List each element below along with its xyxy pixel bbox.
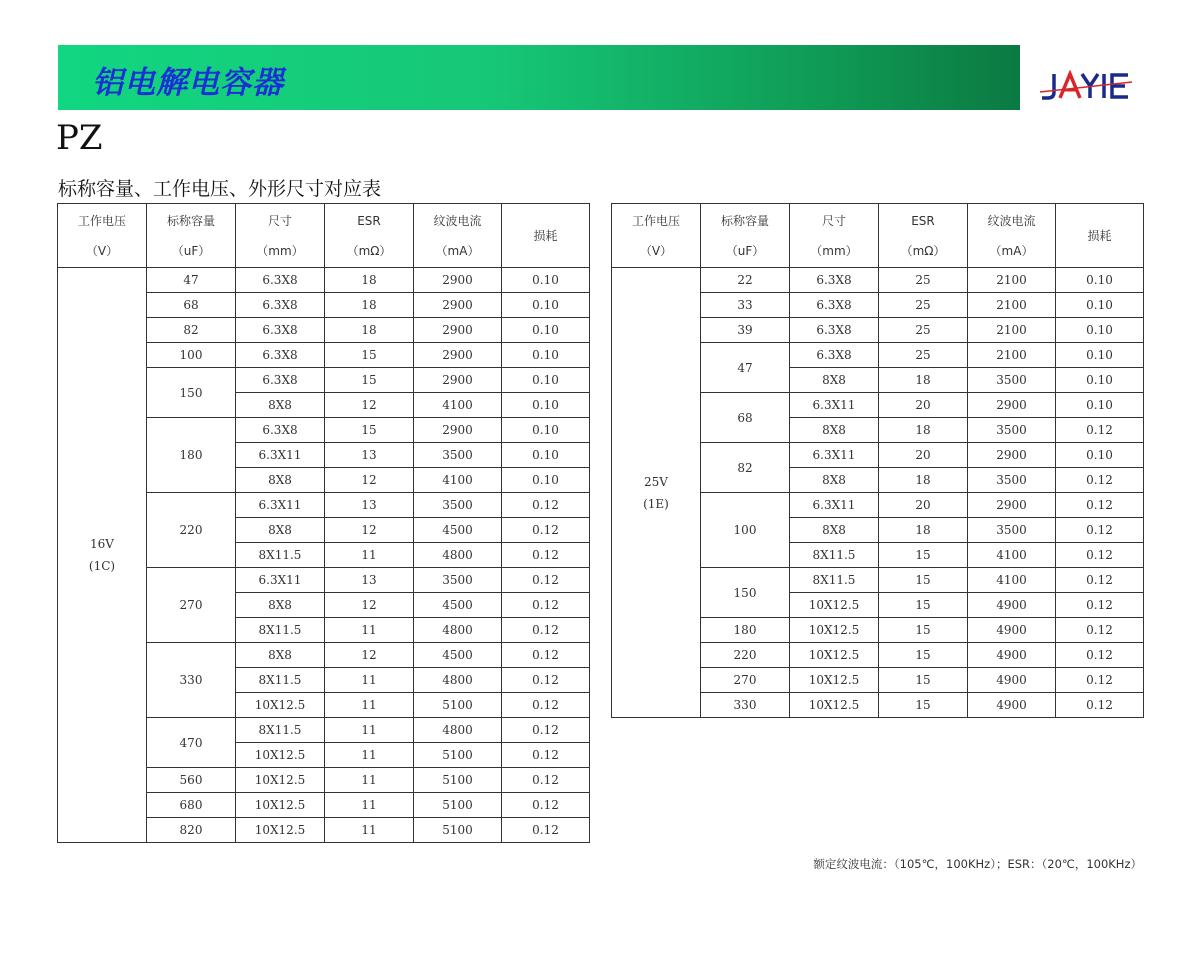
column-header-unit: （uF） xyxy=(171,243,211,258)
size-cell: 6.3X11 xyxy=(790,393,879,418)
loss-cell: 0.12 xyxy=(1056,618,1144,643)
loss-cell: 0.12 xyxy=(502,618,590,643)
column-header xyxy=(502,204,590,268)
column-header xyxy=(147,204,236,268)
column-header-title: 损耗 xyxy=(533,228,558,243)
column-header xyxy=(968,204,1056,268)
spec-table-16v xyxy=(57,203,590,843)
column-header-title: 标称容量 xyxy=(720,213,769,228)
capacitance-cell: 220 xyxy=(147,493,236,568)
loss-cell: 0.10 xyxy=(1056,343,1144,368)
size-cell: 6.3X11 xyxy=(236,568,325,593)
capacitance-cell: 220 xyxy=(701,643,790,668)
ripple-current-cell: 4800 xyxy=(414,543,502,568)
esr-cell: 20 xyxy=(879,393,968,418)
size-cell: 10X12.5 xyxy=(236,793,325,818)
capacitance-cell: 270 xyxy=(701,668,790,693)
esr-cell: 18 xyxy=(879,518,968,543)
size-cell: 8X11.5 xyxy=(236,618,325,643)
loss-cell: 0.12 xyxy=(1056,568,1144,593)
capacitance-cell: 820 xyxy=(147,818,236,843)
loss-cell: 0.10 xyxy=(502,468,590,493)
esr-cell: 15 xyxy=(879,643,968,668)
size-cell: 6.3X8 xyxy=(236,293,325,318)
footnote: 额定纹波电流：（105℃，100KHz）；ESR：（20℃，100KHz） xyxy=(813,857,1142,871)
capacitance-cell: 270 xyxy=(147,568,236,643)
column-header-unit: （mm） xyxy=(810,243,858,258)
loss-cell: 0.10 xyxy=(1056,393,1144,418)
loss-cell: 0.12 xyxy=(1056,668,1144,693)
capacitance-cell: 68 xyxy=(701,393,790,443)
esr-cell: 15 xyxy=(879,593,968,618)
table-row xyxy=(58,268,590,293)
ripple-current-cell: 2900 xyxy=(968,493,1056,518)
ripple-current-cell: 3500 xyxy=(414,568,502,593)
size-cell: 8X11.5 xyxy=(790,543,879,568)
capacitance-cell: 82 xyxy=(147,318,236,343)
banner-title: 铝电解电容器 xyxy=(92,65,284,101)
size-cell: 10X12.5 xyxy=(790,618,879,643)
loss-cell: 0.12 xyxy=(502,818,590,843)
size-cell: 6.3X8 xyxy=(790,293,879,318)
esr-cell: 15 xyxy=(879,693,968,718)
column-header-unit: （mΩ） xyxy=(346,243,392,258)
column-header-title: 纹波电流 xyxy=(433,213,482,228)
ripple-current-cell: 2900 xyxy=(968,443,1056,468)
column-header-title: ESR xyxy=(911,213,935,228)
size-cell: 6.3X8 xyxy=(790,268,879,293)
loss-cell: 0.10 xyxy=(502,443,590,468)
loss-cell: 0.12 xyxy=(1056,468,1144,493)
ripple-current-cell: 5100 xyxy=(414,768,502,793)
model-name: PZ xyxy=(56,118,103,158)
esr-cell: 18 xyxy=(325,268,414,293)
ripple-current-cell: 4900 xyxy=(968,668,1056,693)
column-header-title: ESR xyxy=(357,213,381,228)
loss-cell: 0.10 xyxy=(1056,293,1144,318)
jayie-logo xyxy=(1040,70,1132,102)
ripple-current-cell: 4900 xyxy=(968,618,1056,643)
esr-cell: 11 xyxy=(325,743,414,768)
loss-cell: 0.12 xyxy=(502,593,590,618)
column-header xyxy=(236,204,325,268)
column-header-unit: （V） xyxy=(85,243,119,258)
esr-cell: 12 xyxy=(325,593,414,618)
loss-cell: 0.12 xyxy=(502,643,590,668)
loss-cell: 0.12 xyxy=(502,793,590,818)
capacitance-cell: 82 xyxy=(701,443,790,493)
ripple-current-cell: 2900 xyxy=(414,268,502,293)
ripple-current-cell: 4100 xyxy=(968,568,1056,593)
column-header-unit: （mA） xyxy=(989,243,1034,258)
column-header-title: 损耗 xyxy=(1087,228,1112,243)
capacitance-cell: 47 xyxy=(147,268,236,293)
ripple-current-cell: 3500 xyxy=(968,518,1056,543)
ripple-current-cell: 4800 xyxy=(414,668,502,693)
size-cell: 10X12.5 xyxy=(236,743,325,768)
esr-cell: 11 xyxy=(325,768,414,793)
capacitance-cell: 180 xyxy=(701,618,790,643)
column-header-unit: （V） xyxy=(639,243,673,258)
loss-cell: 0.12 xyxy=(1056,418,1144,443)
size-cell: 8X11.5 xyxy=(236,718,325,743)
voltage-value: 25V xyxy=(644,474,668,489)
size-cell: 10X12.5 xyxy=(790,643,879,668)
ripple-current-cell: 3500 xyxy=(414,443,502,468)
ripple-current-cell: 4500 xyxy=(414,593,502,618)
column-header-unit: （uF） xyxy=(725,243,765,258)
esr-cell: 18 xyxy=(879,418,968,443)
esr-cell: 18 xyxy=(325,318,414,343)
ripple-current-cell: 2900 xyxy=(414,293,502,318)
esr-cell: 15 xyxy=(325,343,414,368)
size-cell: 8X11.5 xyxy=(236,543,325,568)
esr-cell: 15 xyxy=(325,418,414,443)
esr-cell: 13 xyxy=(325,493,414,518)
voltage-cell xyxy=(58,268,147,843)
esr-cell: 15 xyxy=(879,568,968,593)
esr-cell: 18 xyxy=(879,468,968,493)
ripple-current-cell: 4100 xyxy=(968,543,1056,568)
ripple-current-cell: 4900 xyxy=(968,693,1056,718)
esr-cell: 11 xyxy=(325,618,414,643)
ripple-current-cell: 4100 xyxy=(414,393,502,418)
esr-cell: 15 xyxy=(879,543,968,568)
size-cell: 10X12.5 xyxy=(790,593,879,618)
esr-cell: 13 xyxy=(325,443,414,468)
size-cell: 8X11.5 xyxy=(790,568,879,593)
loss-cell: 0.12 xyxy=(502,543,590,568)
esr-cell: 15 xyxy=(879,668,968,693)
loss-cell: 0.12 xyxy=(502,668,590,693)
column-header xyxy=(1056,204,1144,268)
size-cell: 6.3X11 xyxy=(790,443,879,468)
capacitance-cell: 39 xyxy=(701,318,790,343)
size-cell: 10X12.5 xyxy=(236,768,325,793)
esr-cell: 11 xyxy=(325,693,414,718)
size-cell: 6.3X8 xyxy=(236,368,325,393)
column-header xyxy=(414,204,502,268)
esr-cell: 25 xyxy=(879,318,968,343)
esr-cell: 18 xyxy=(325,293,414,318)
size-cell: 8X8 xyxy=(790,368,879,393)
ripple-current-cell: 2100 xyxy=(968,293,1056,318)
ripple-current-cell: 3500 xyxy=(414,493,502,518)
loss-cell: 0.12 xyxy=(502,768,590,793)
spec-table-25v xyxy=(611,203,1144,718)
loss-cell: 0.10 xyxy=(502,343,590,368)
capacitance-cell: 330 xyxy=(701,693,790,718)
loss-cell: 0.10 xyxy=(502,293,590,318)
esr-cell: 15 xyxy=(879,618,968,643)
loss-cell: 0.12 xyxy=(1056,593,1144,618)
loss-cell: 0.10 xyxy=(502,393,590,418)
ripple-current-cell: 5100 xyxy=(414,693,502,718)
table-subtitle: 标称容量、工作电压、外形尺寸对应表 xyxy=(58,178,382,200)
loss-cell: 0.12 xyxy=(502,493,590,518)
ripple-current-cell: 2100 xyxy=(968,343,1056,368)
ripple-current-cell: 3500 xyxy=(968,368,1056,393)
column-header xyxy=(325,204,414,268)
esr-cell: 15 xyxy=(325,368,414,393)
ripple-current-cell: 3500 xyxy=(968,468,1056,493)
column-header xyxy=(701,204,790,268)
loss-cell: 0.10 xyxy=(1056,268,1144,293)
size-cell: 8X8 xyxy=(790,468,879,493)
loss-cell: 0.12 xyxy=(1056,693,1144,718)
column-header xyxy=(879,204,968,268)
size-cell: 8X8 xyxy=(236,593,325,618)
esr-cell: 25 xyxy=(879,343,968,368)
esr-cell: 11 xyxy=(325,543,414,568)
size-cell: 6.3X11 xyxy=(790,493,879,518)
ripple-current-cell: 4800 xyxy=(414,718,502,743)
capacitance-cell: 150 xyxy=(701,568,790,618)
size-cell: 8X8 xyxy=(236,393,325,418)
size-cell: 6.3X8 xyxy=(236,343,325,368)
ripple-current-cell: 5100 xyxy=(414,793,502,818)
table-row xyxy=(612,268,1144,293)
esr-cell: 11 xyxy=(325,793,414,818)
capacitance-cell: 470 xyxy=(147,718,236,768)
ripple-current-cell: 4800 xyxy=(414,618,502,643)
capacitance-cell: 22 xyxy=(701,268,790,293)
size-cell: 10X12.5 xyxy=(790,668,879,693)
table-header-row xyxy=(58,204,590,268)
esr-cell: 18 xyxy=(879,368,968,393)
column-header-title: 尺寸 xyxy=(821,213,846,228)
capacitance-cell: 560 xyxy=(147,768,236,793)
ripple-current-cell: 2900 xyxy=(414,418,502,443)
column-header-title: 纹波电流 xyxy=(987,213,1036,228)
voltage-value: 16V xyxy=(90,537,114,551)
size-cell: 10X12.5 xyxy=(790,693,879,718)
capacitance-cell: 100 xyxy=(147,343,236,368)
loss-cell: 0.10 xyxy=(502,418,590,443)
column-header-title: 工作电压 xyxy=(631,213,680,228)
column-header-title: 标称容量 xyxy=(166,213,215,228)
ripple-current-cell: 4900 xyxy=(968,643,1056,668)
capacitance-cell: 33 xyxy=(701,293,790,318)
esr-cell: 12 xyxy=(325,393,414,418)
esr-cell: 12 xyxy=(325,643,414,668)
loss-cell: 0.10 xyxy=(1056,368,1144,393)
column-header-title: 工作电压 xyxy=(77,213,126,228)
loss-cell: 0.12 xyxy=(1056,543,1144,568)
size-cell: 6.3X8 xyxy=(236,318,325,343)
ripple-current-cell: 2900 xyxy=(414,343,502,368)
header-banner xyxy=(58,45,1020,110)
size-cell: 8X11.5 xyxy=(236,668,325,693)
ripple-current-cell: 2100 xyxy=(968,318,1056,343)
loss-cell: 0.10 xyxy=(1056,443,1144,468)
size-cell: 6.3X8 xyxy=(790,343,879,368)
loss-cell: 0.10 xyxy=(502,368,590,393)
ripple-current-cell: 5100 xyxy=(414,743,502,768)
loss-cell: 0.12 xyxy=(502,568,590,593)
loss-cell: 0.10 xyxy=(502,268,590,293)
size-cell: 6.3X8 xyxy=(236,418,325,443)
table-header-row xyxy=(612,204,1144,268)
size-cell: 6.3X11 xyxy=(236,493,325,518)
column-header xyxy=(58,204,147,268)
loss-cell: 0.12 xyxy=(1056,643,1144,668)
column-header xyxy=(790,204,879,268)
loss-cell: 0.10 xyxy=(1056,318,1144,343)
column-header-title: 尺寸 xyxy=(267,213,292,228)
esr-cell: 12 xyxy=(325,518,414,543)
ripple-current-cell: 4900 xyxy=(968,593,1056,618)
esr-cell: 25 xyxy=(879,293,968,318)
esr-cell: 11 xyxy=(325,668,414,693)
size-cell: 8X8 xyxy=(236,468,325,493)
esr-cell: 12 xyxy=(325,468,414,493)
voltage-code: (1C) xyxy=(88,559,116,573)
loss-cell: 0.12 xyxy=(1056,493,1144,518)
loss-cell: 0.12 xyxy=(502,743,590,768)
size-cell: 8X8 xyxy=(790,518,879,543)
capacitance-cell: 100 xyxy=(701,493,790,568)
esr-cell: 11 xyxy=(325,718,414,743)
size-cell: 10X12.5 xyxy=(236,693,325,718)
column-header-unit: （mm） xyxy=(256,243,304,258)
esr-cell: 13 xyxy=(325,568,414,593)
size-cell: 8X8 xyxy=(790,418,879,443)
esr-cell: 25 xyxy=(879,268,968,293)
capacitance-cell: 150 xyxy=(147,368,236,418)
loss-cell: 0.10 xyxy=(502,318,590,343)
capacitance-cell: 680 xyxy=(147,793,236,818)
ripple-current-cell: 4500 xyxy=(414,518,502,543)
size-cell: 6.3X8 xyxy=(790,318,879,343)
size-cell: 6.3X11 xyxy=(236,443,325,468)
voltage-cell xyxy=(612,268,701,718)
ripple-current-cell: 3500 xyxy=(968,418,1056,443)
column-header-unit: （mA） xyxy=(435,243,480,258)
capacitance-cell: 180 xyxy=(147,418,236,493)
voltage-code: (1E) xyxy=(643,496,669,511)
column-header-unit: （mΩ） xyxy=(900,243,946,258)
ripple-current-cell: 2100 xyxy=(968,268,1056,293)
ripple-current-cell: 2900 xyxy=(968,393,1056,418)
esr-cell: 20 xyxy=(879,443,968,468)
loss-cell: 0.12 xyxy=(502,693,590,718)
size-cell: 8X8 xyxy=(236,643,325,668)
ripple-current-cell: 2900 xyxy=(414,318,502,343)
loss-cell: 0.12 xyxy=(502,518,590,543)
capacitance-cell: 68 xyxy=(147,293,236,318)
loss-cell: 0.12 xyxy=(1056,518,1144,543)
esr-cell: 11 xyxy=(325,818,414,843)
column-header xyxy=(612,204,701,268)
capacitance-cell: 47 xyxy=(701,343,790,393)
ripple-current-cell: 4500 xyxy=(414,643,502,668)
size-cell: 10X12.5 xyxy=(236,818,325,843)
esr-cell: 20 xyxy=(879,493,968,518)
ripple-current-cell: 5100 xyxy=(414,818,502,843)
size-cell: 8X8 xyxy=(236,518,325,543)
ripple-current-cell: 2900 xyxy=(414,368,502,393)
loss-cell: 0.12 xyxy=(502,718,590,743)
size-cell: 6.3X8 xyxy=(236,268,325,293)
capacitance-cell: 330 xyxy=(147,643,236,718)
ripple-current-cell: 4100 xyxy=(414,468,502,493)
